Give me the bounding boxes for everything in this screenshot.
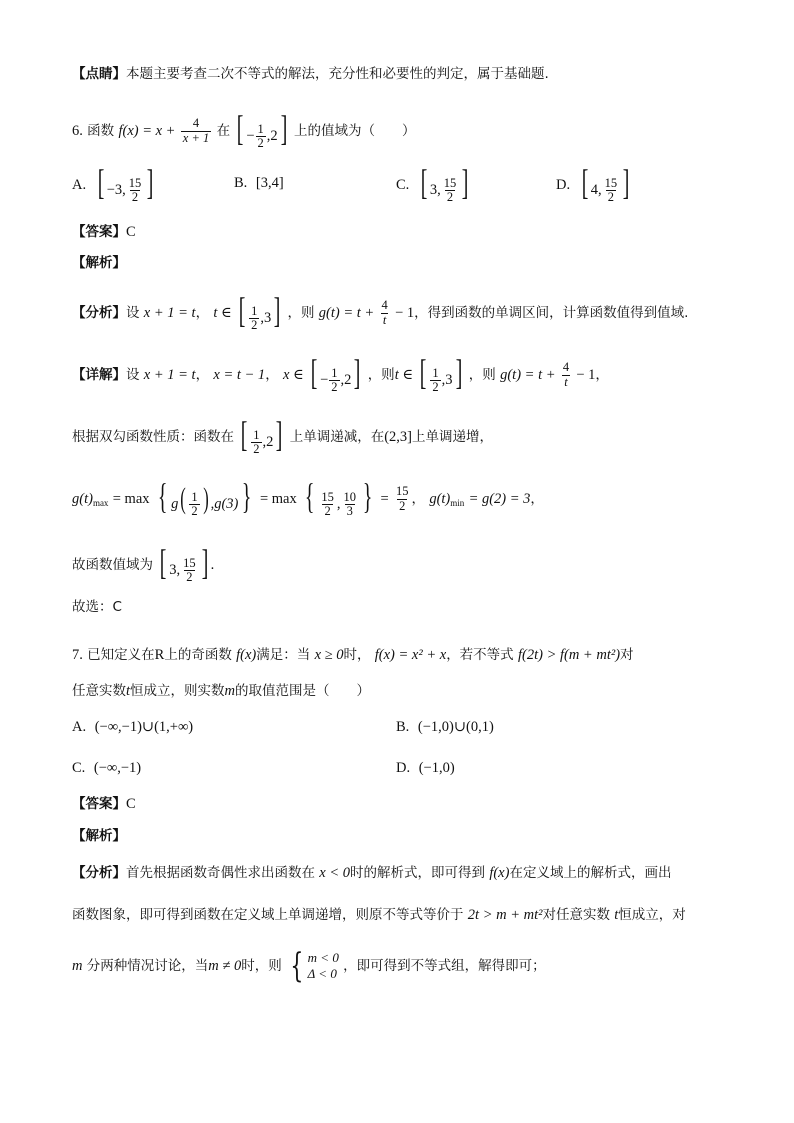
- q6-choose: 故选：C: [72, 599, 122, 615]
- q6-interval: [ − $\frac{1}{2}$ ,2]: [237, 108, 287, 151]
- q7-jiexi: 【解析】: [72, 828, 126, 844]
- q6-option-c[interactable]: C. [ 3, $\frac{15}{2}$ ]: [396, 162, 469, 205]
- q7-option-d[interactable]: D. (−1,0): [396, 760, 455, 776]
- q6-option-a[interactable]: A. [ −3, $\frac{15}{2}$ ]: [72, 162, 154, 205]
- q6-post: 上的值域为（ ）: [293, 123, 416, 140]
- q6-mid: 在: [216, 123, 231, 140]
- q6-func: f(x) = x +: [118, 123, 176, 140]
- q6-gmax-line: $g(t)_{max} = \max$ { g( $\frac{1}{2}$ ) ,g(3) } = max { $\frac{15}{2}$ , $\frac{10}{3}$ } = $\frac{15}{2}$ ， $g(t)_{min} = g(2) = 3$，: [72, 476, 544, 519]
- q6-answer-value: C: [126, 224, 136, 240]
- dianjing-tag: 【点睛】: [72, 66, 126, 82]
- q6-jiexi: 【解析】: [72, 255, 126, 271]
- q6-func-frac: $\frac{4}{x + 1}$: [182, 116, 210, 146]
- q7-fenxi-line1: 【分析】首先根据函数奇偶性求出函数在 x < 0时的解析式，即可得到 f(x)在定义域上的解析式，画出: [72, 865, 672, 881]
- q7-answer: 【答案】C: [72, 796, 136, 812]
- q6-option-d[interactable]: D. [ 4, $\frac{15}{2}$ ]: [556, 162, 630, 205]
- q7-answer-value: C: [126, 796, 136, 812]
- q6-pre: 函数: [87, 123, 115, 140]
- q7-stem-line2: 任意实数t恒成立，则实数m的取值范围是（ ）: [72, 683, 371, 699]
- q7-option-c[interactable]: C. (−∞,−1): [72, 760, 142, 776]
- q7-option-a[interactable]: A. (−∞,−1)∪(1,+∞): [72, 719, 194, 735]
- q7-fenxi-line3: m 分两种情况讨论，当m ≠ 0时，则 { m < 0 Δ < 0 ，即可得到不等式组，解得即可；: [72, 945, 546, 986]
- q7-system: { m < 0 Δ < 0: [290, 945, 339, 986]
- q6-option-b[interactable]: B. [3,4]: [234, 175, 284, 191]
- q6-answer: 【答案】C: [72, 224, 136, 240]
- q7-option-b[interactable]: B. (−1,0)∪(0,1): [396, 719, 494, 735]
- q6-stem: [72, 108, 416, 151]
- q6-range-line: 故函数值域为 [ 3, $\frac{15}{2}$ ] .: [72, 542, 215, 585]
- q6-fenxi: 【分析】设 x + 1 = t， t ∈ [ $\frac{1}{2}$ ,3] ，则 g(t) = t + $\frac{4}{t}$ − 1，得到函数的单调区间，计算函数值得到值域.: [72, 290, 689, 333]
- dianjing-line: [72, 68, 549, 82]
- q6-xiangjie: 【详解】设 x + 1 = t， x = t − 1， x ∈ [ − $\frac{1}{2}$ ,2] ，则t ∈ [ $\frac{1}{2}$ ,3] ，则 g(t) = t + $\frac{4}{t}$ − 1，: [72, 352, 609, 395]
- dianjing-text: 本题主要考查二次不等式的解法，充分性和必要性的判定，属于基础题.: [126, 66, 549, 82]
- q6-shuanggou: 根据双勾函数性质：函数在 [ $\frac{1}{2}$ ,2] 上单调递减，在(2,3]上单调递增，: [72, 414, 494, 457]
- q6-number: 6.: [72, 123, 83, 140]
- q7-stem-line1: 7. 已知定义在R上的奇函数 f(x)满足：当 x ≥ 0时， f(x) = x² + x，若不等式 f(2t) > f(m + mt²)对: [72, 647, 634, 663]
- q7-fenxi-line2: 函数图象，即可得到函数在定义域上单调递增，则原不等式等价于 2t > m + mt²对任意实数 t恒成立，对: [72, 907, 686, 923]
